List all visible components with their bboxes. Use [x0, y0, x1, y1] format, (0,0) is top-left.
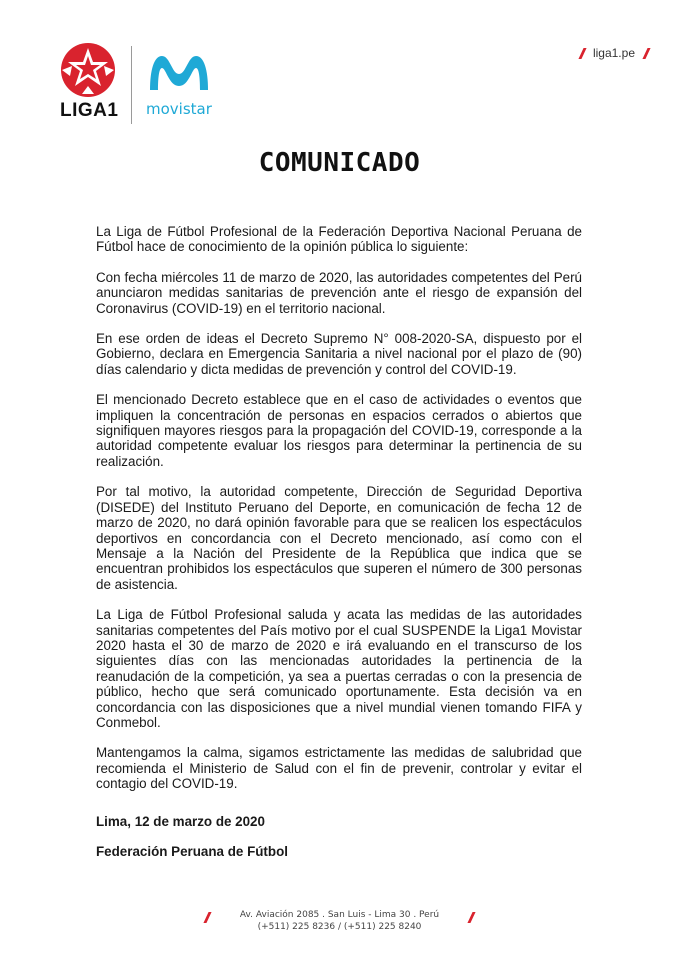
movistar-m-icon	[146, 50, 212, 94]
paragraph: La Liga de Fútbol Profesional de la Federación Deportiva Nacional Peruana de Fútbol hace de conocimiento de la opinión pública lo siguiente:	[96, 224, 582, 255]
paragraph: Con fecha miércoles 11 de marzo de 2020, las autoridades competentes del Perú anunciaron medidas sanitarias de prevención ante el riesgo de expansión del Coronavirus (COVID-19) en el territorio nacional.	[96, 269, 582, 316]
letterhead	[0, 0, 679, 140]
red-slash-icon	[643, 48, 649, 58]
liga1-wordmark: LIGA1	[60, 100, 119, 121]
paragraph: En ese orden de ideas el Decreto Supremo N° 008-2020-SA, dispuesto por el Gobierno, declara en Emergencia Sanitaria a nivel nacional por el plazo de (90) días calendario y dicta medidas de prevención y control del COVID-19.	[96, 331, 582, 377]
movistar-logo	[146, 50, 212, 94]
logo-divider	[131, 46, 132, 124]
red-slash-icon	[468, 912, 474, 922]
paragraph: El mencionado Decreto establece que en el caso de actividades o eventos que impliquen la concentración de personas en espacios cerrados o abiertos que signifiquen mayores riesgos para la propagación del COVID-19, corresponde a la autoridad competente evaluar los riesgos para determinar la pertinencia de su realización.	[96, 392, 582, 469]
place-date: Lima, 12 de marzo de 2020	[96, 813, 265, 829]
liga1-star-icon	[52, 40, 124, 100]
red-slash-icon	[579, 48, 585, 58]
paragraph: La Liga de Fútbol Profesional saluda y acata las medidas de las autoridades sanitarias competentes del País motivo por el cual SUSPENDE la Liga1 Movistar 2020 hasta el 30 de marzo de 2020 e irá evaluando en el transcurso de los siguientes días con las mencionadas autoridades la pertinencia de la reanudación de la competición, ya sea a puertas cerradas o con la presencia de público, hecho que será comunicado oportunamente. Esta decisión va en concordancia con las disposiciones que a nivel mundial vienen tomando FIFA y Conmebol.	[96, 607, 582, 730]
paragraph: Mantengamos la calma, sigamos estrictamente las medidas de salubridad que recomienda el Ministerio de Salud con el fin de prevenir, controlar y evitar el contagio del COVID-19.	[96, 745, 582, 792]
page-title: COMUNICADO	[258, 148, 421, 178]
footer-phones: (+511) 225 8236 / (+511) 225 8240	[257, 922, 422, 932]
footer	[0, 904, 679, 944]
footer-address: Av. Aviación 2085 . San Luis - Lima 30 . Perú	[239, 910, 440, 920]
paragraph: Por tal motivo, la autoridad competente, Dirección de Seguridad Deportiva (DISEDE) del Instituto Peruano del Deporte, en comunicación de fecha 12 de marzo de 2020, no dará opinión favorable para que se realicen los espectáculos deportivos en concordancia con el Decreto mencionado, así como con el Mensaje a la Nación del Presidente de la República que indica que se encuentran prohibidos los espectáculos que superen el número de 300 personas de asistencia.	[96, 484, 582, 592]
signing-organization: Federación Peruana de Fútbol	[96, 844, 288, 859]
site-link[interactable]	[579, 46, 649, 60]
site-link-text[interactable]: liga1.pe	[592, 46, 635, 60]
movistar-wordmark: movistar	[146, 100, 212, 118]
statement-body	[96, 224, 582, 874]
